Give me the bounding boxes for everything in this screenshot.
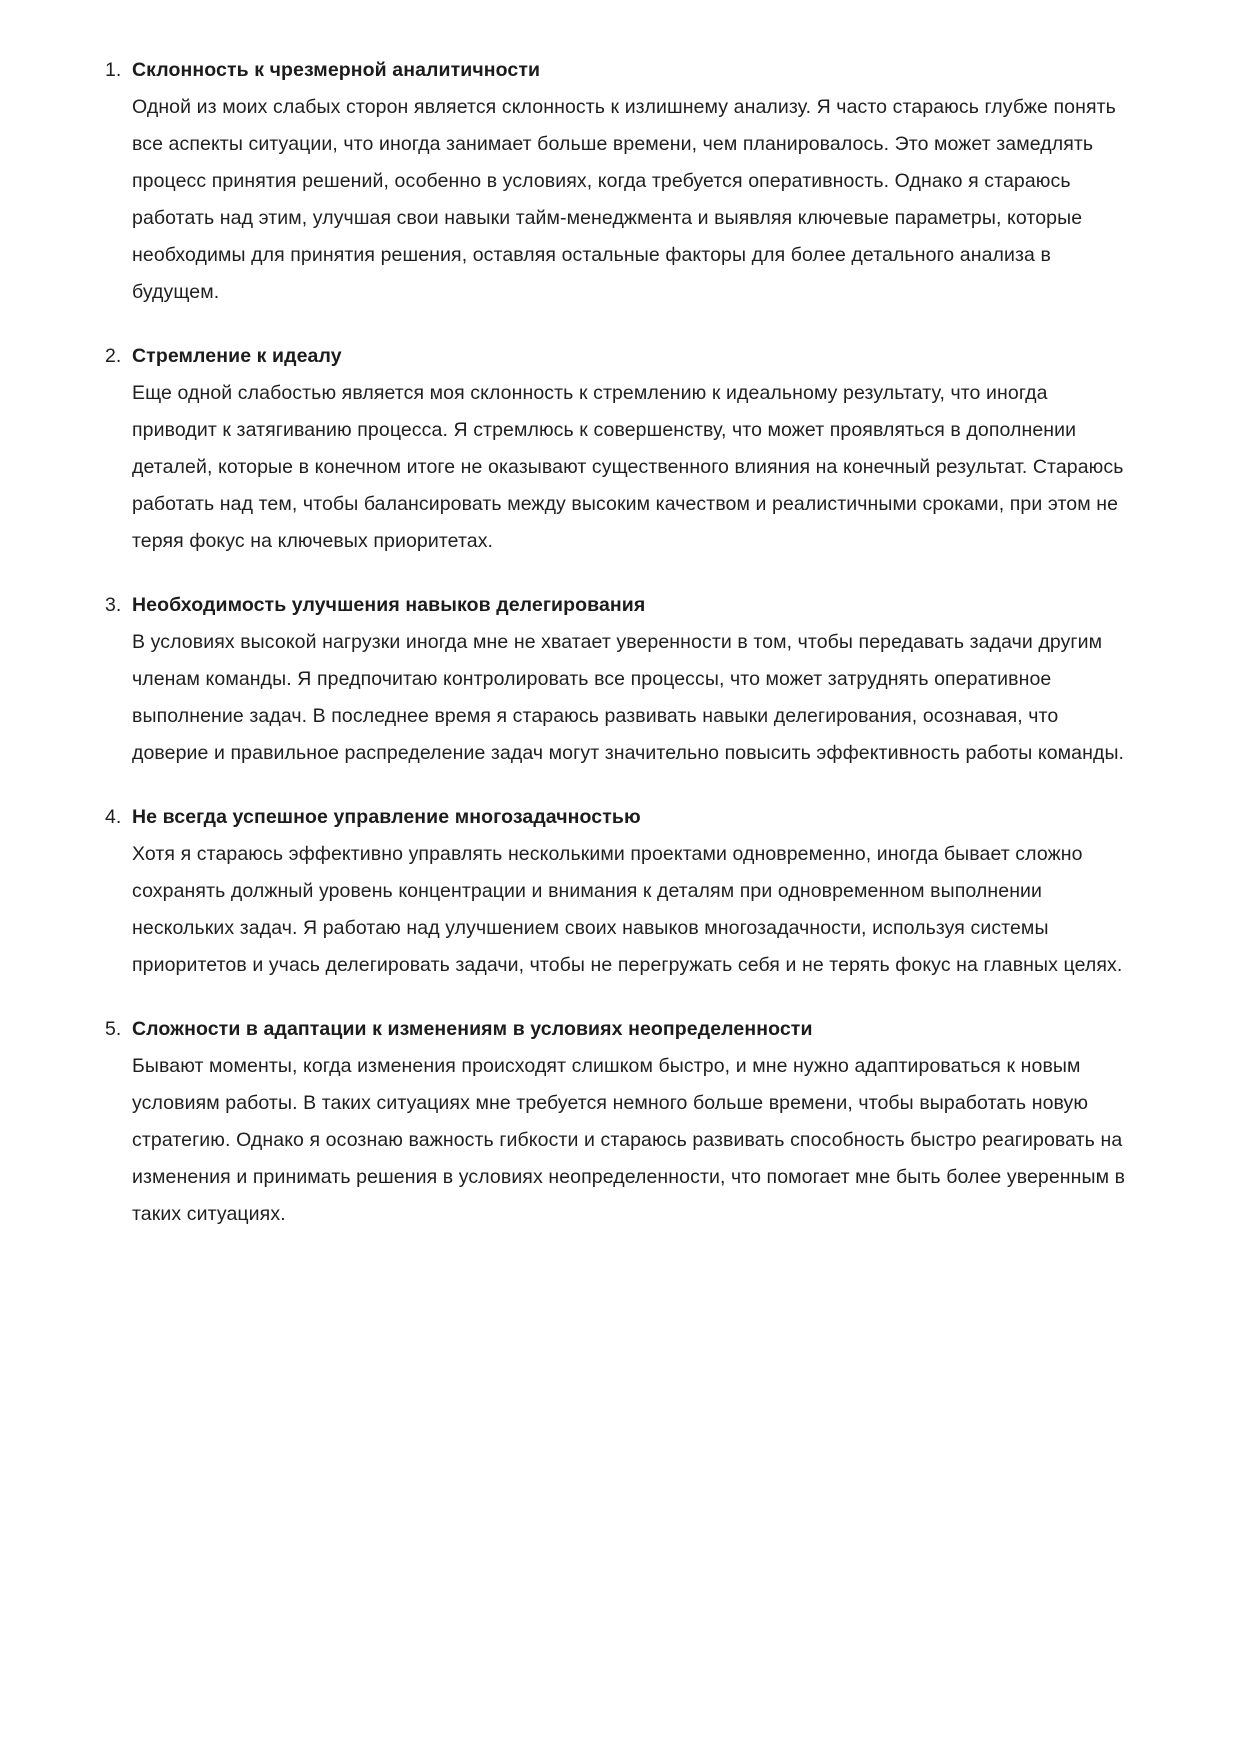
item-body: Одной из моих слабых сторон является склонность к излишнему анализу. Я часто стараюсь глубже понять все аспекты ситуации, что иногда занимает больше времени, чем планировалось. Это может замедлять процесс принятия решений, особенно в условиях, когда требуется оперативность. Однако я стараюсь работать над этим, улучшая свои навыки тайм-менеджмента и выявляя ключевые параметры, которые необходимы для принятия решения, оставляя остальные факторы для более детального анализа в будущем. bbox=[132, 96, 1116, 303]
list-item bbox=[105, 799, 1135, 984]
item-title: Склонность к чрезмерной аналитичности bbox=[132, 59, 541, 81]
item-body: В условиях высокой нагрузки иногда мне не хватает уверенности в том, чтобы передавать задачи другим членам команды. Я предпочитаю контролировать все процессы, что может затруднять оперативное выполнение задач. В последнее время я стараюсь развивать навыки делегирования, осознавая, что доверие и правильное распределение задач могут значительно повысить эффективность работы команды. bbox=[132, 631, 1125, 764]
item-content bbox=[132, 338, 1132, 560]
list-item bbox=[105, 1011, 1135, 1233]
item-number: 3. bbox=[105, 594, 122, 616]
item-title: Сложности в адаптации к изменениям в условиях неопределенности bbox=[132, 1018, 813, 1040]
list-item bbox=[105, 587, 1135, 772]
list-item bbox=[105, 338, 1135, 560]
item-content bbox=[132, 52, 1132, 311]
item-content bbox=[132, 587, 1132, 772]
item-title: Необходимость улучшения навыков делегирования bbox=[132, 594, 646, 616]
item-content bbox=[132, 1011, 1132, 1233]
item-title: Стремление к идеалу bbox=[132, 345, 342, 367]
item-number: 4. bbox=[105, 806, 122, 828]
item-title: Не всегда успешное управление многозадачностью bbox=[132, 806, 641, 828]
item-body: Хотя я стараюсь эффективно управлять несколькими проектами одновременно, иногда бывает сложно сохранять должный уровень концентрации и внимания к деталям при одновременном выполнении нескольких задач. Я работаю над улучшением своих навыков многозадачности, используя системы приоритетов и учась делегировать задачи, чтобы не перегружать себя и не терять фокус на главных целях. bbox=[132, 843, 1123, 976]
numbered-list bbox=[105, 52, 1135, 1233]
item-number: 5. bbox=[105, 1018, 122, 1040]
item-body: Бывают моменты, когда изменения происходят слишком быстро, и мне нужно адаптироваться к новым условиям работы. В таких ситуациях мне требуется немного больше времени, чтобы выработать новую стратегию. Однако я осознаю важность гибкости и стараюсь развивать способность быстро реагировать на изменения и принимать решения в условиях неопределенности, что помогает мне быть более уверенным в таких ситуациях. bbox=[132, 1055, 1126, 1225]
item-number: 1. bbox=[105, 59, 122, 81]
item-number: 2. bbox=[105, 345, 122, 367]
list-item bbox=[105, 52, 1135, 311]
item-body: Еще одной слабостью является моя склонность к стремлению к идеальному результату, что иногда приводит к затягиванию процесса. Я стремлюсь к совершенству, что может проявляться в дополнении деталей, которые в конечном итоге не оказывают существенного влияния на конечный результат. Стараюсь работать над тем, чтобы балансировать между высоким качеством и реалистичными сроками, при этом не теряя фокус на ключевых приоритетах. bbox=[132, 382, 1124, 552]
item-content bbox=[132, 799, 1132, 984]
